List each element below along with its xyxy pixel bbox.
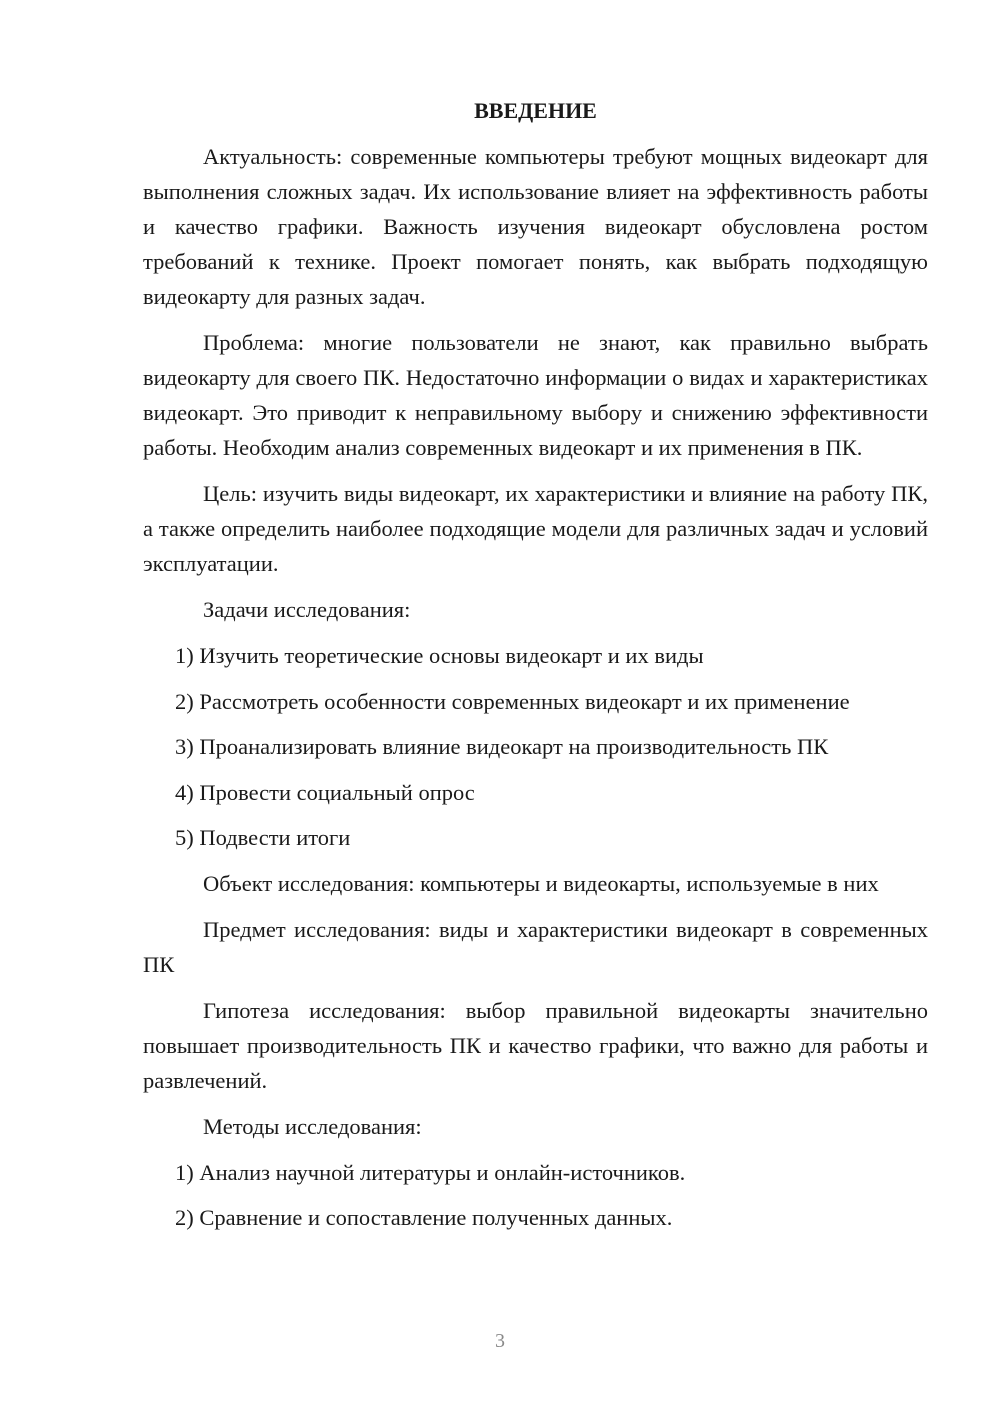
- tasks-list-item: 4) Провести социальный опрос: [175, 779, 475, 805]
- tasks-list-item: 2) Рассмотреть особенности современных видеокарт и их применение: [175, 688, 850, 714]
- tasks-list: [143, 638, 928, 855]
- tasks-list-item: 1) Изучить теоретические основы видеокарт и их виды: [175, 643, 704, 668]
- tasks-list-item: 3) Проанализировать влияние видеокарт на производительность ПК: [175, 734, 829, 759]
- page-number: 3: [495, 1330, 505, 1352]
- section-title: ВВЕДЕНИЕ: [474, 98, 597, 123]
- methods-list-item: 2) Сравнение и сопоставление полученных данных.: [175, 1205, 673, 1230]
- document-page: [143, 93, 928, 1246]
- subject-paragraph: Предмет исследования: виды и характеристики видеокарт в современных ПК: [143, 916, 928, 977]
- methods-list: [143, 1155, 928, 1236]
- tasks-heading: Задачи исследования:: [203, 597, 411, 622]
- problem-paragraph: Проблема: многие пользователи не знают, как правильно выбрать видеокарту для своего ПК. Недостаточно информации о видах и характеристиках видеокарт. Это приводит к неправильному выбору и снижению эффективности работы. Необходим анализ современных видеокарт и их применения в ПК.: [143, 330, 928, 460]
- object-paragraph: Объект исследования: компьютеры и видеокарты, используемые в них: [203, 870, 879, 896]
- methods-list-item: 1) Анализ научной литературы и онлайн-источников.: [175, 1159, 686, 1185]
- goal-paragraph: Цель: изучить виды видеокарт, их характеристики и влияние на работу ПК, а также определить наиболее подходящие модели для различных задач и условий эксплуатации.: [143, 481, 928, 576]
- hypothesis-paragraph: Гипотеза исследования: выбор правильной видеокарты значительно повышает производительность ПК и качество графики, что важно для работы и развлечений.: [143, 997, 928, 1093]
- relevance-paragraph: Актуальность: современные компьютеры требуют мощных видеокарт для выполнения сложных задач. Их использование влияет на эффективность работы и качество графики. Важность изучения видеокарт обусловлена ростом требований к технике. Проект помогает понять, как выбрать подходящую видеокарту для разных задач.: [143, 144, 928, 309]
- tasks-list-item: 5) Подвести итоги: [175, 825, 351, 850]
- methods-heading: Методы исследования:: [203, 1113, 422, 1139]
